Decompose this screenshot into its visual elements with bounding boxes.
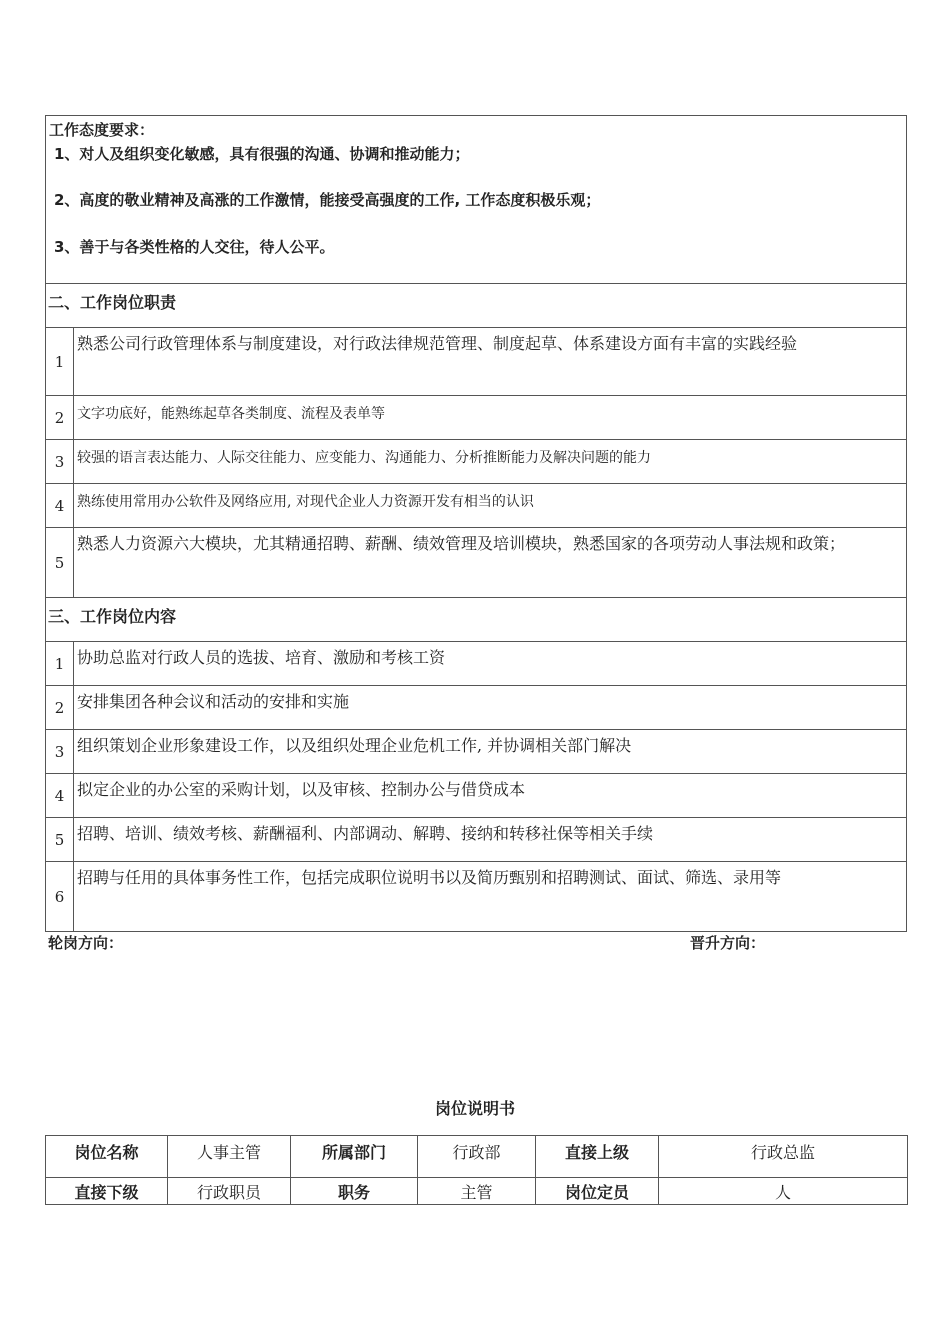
row-text: 拟定企业的办公室的采购计划，以及审核、控制办公与借贷成本: [77, 780, 526, 799]
row-number: 2: [46, 686, 74, 729]
info-row: [46, 1178, 908, 1205]
content-row: [46, 774, 906, 818]
duties-heading: 二、工作岗位职责: [46, 284, 906, 328]
attitude-title: 工作态度要求：: [49, 121, 155, 139]
position-name-label: 岗位名称: [46, 1136, 168, 1178]
duty-row: [46, 440, 906, 484]
row-number: 2: [46, 396, 74, 439]
content-row: [46, 862, 906, 931]
headcount-label: 岗位定员: [536, 1178, 659, 1205]
job-description-table: [45, 115, 907, 932]
row-number: 5: [46, 528, 74, 597]
row-text: 安排集团各种会议和活动的安排和实施: [77, 692, 350, 711]
duty-row: [46, 328, 906, 396]
row-number: 1: [46, 642, 74, 685]
content-row: [46, 642, 906, 686]
position-name-value: 人事主管: [168, 1136, 291, 1178]
title-value: 主管: [418, 1178, 536, 1205]
row-number: 1: [46, 328, 74, 395]
row-number: 4: [46, 484, 74, 527]
content-heading: 三、工作岗位内容: [46, 598, 906, 642]
attitude-item: 2、高度的敬业精神及高涨的工作激情，能接受高强度的工作, 工作态度积极乐观；: [54, 191, 601, 209]
direct-subordinate-value: 行政职员: [168, 1178, 291, 1205]
content-row: [46, 730, 906, 774]
duty-row: [46, 528, 906, 598]
duty-row: [46, 484, 906, 528]
row-number: 6: [46, 862, 74, 931]
direct-superior-label: 直接上级: [536, 1136, 659, 1178]
promotion-direction-label: 晋升方向：: [690, 934, 766, 952]
row-text: 招聘与任用的具体事务性工作，包括完成职位说明书以及简历甄别和招聘测试、面试、筛选、录用等: [77, 868, 782, 887]
row-text: 组织策划企业形象建设工作，以及组织处理企业危机工作, 并协调相关部门解决: [77, 736, 632, 755]
row-number: 3: [46, 730, 74, 773]
position-info-table: [45, 1135, 908, 1205]
content-row: [46, 818, 906, 862]
row-number: 3: [46, 440, 74, 483]
info-row: [46, 1136, 908, 1178]
title-label: 职务: [291, 1178, 418, 1205]
row-text: 较强的语言表达能力、人际交往能力、应变能力、沟通能力、分析推断能力及解决问题的能力: [77, 450, 651, 466]
attitude-item: 1、对人及组织变化敏感，具有很强的沟通、协调和推动能力；: [54, 145, 470, 163]
row-text: 文字功底好，能熟练起草各类制度、流程及表单等: [77, 406, 385, 422]
document-title: 岗位说明书: [434, 1099, 515, 1118]
attitude-item: 3、善于与各类性格的人交往，待人公平。: [54, 238, 335, 256]
row-number: 5: [46, 818, 74, 861]
direct-superior-value: 行政总监: [659, 1136, 908, 1178]
content-row: [46, 686, 906, 730]
row-number: 4: [46, 774, 74, 817]
headcount-value: 人: [659, 1178, 908, 1205]
row-text: 熟悉公司行政管理体系与制度建设，对行政法律规范管理、制度起草、体系建设方面有丰富的实践经验: [77, 334, 798, 353]
direct-subordinate-label: 直接下级: [46, 1178, 168, 1205]
attitude-section: [46, 116, 906, 284]
duty-row: [46, 396, 906, 440]
department-label: 所属部门: [291, 1136, 418, 1178]
row-text: 熟悉人力资源六大模块，尤其精通招聘、薪酬、绩效管理及培训模块，熟悉国家的各项劳动人事法规和政策；: [77, 534, 846, 553]
department-value: 行政部: [418, 1136, 536, 1178]
row-text: 熟练使用常用办公软件及网络应用, 对现代企业人力资源开发有相当的认识: [77, 494, 534, 510]
row-text: 招聘、培训、绩效考核、薪酬福利、内部调动、解聘、接纳和转移社保等相关手续: [77, 824, 654, 843]
rotation-direction-label: 轮岗方向：: [48, 934, 124, 952]
row-text: 协助总监对行政人员的选拔、培育、激励和考核工资: [77, 648, 446, 667]
